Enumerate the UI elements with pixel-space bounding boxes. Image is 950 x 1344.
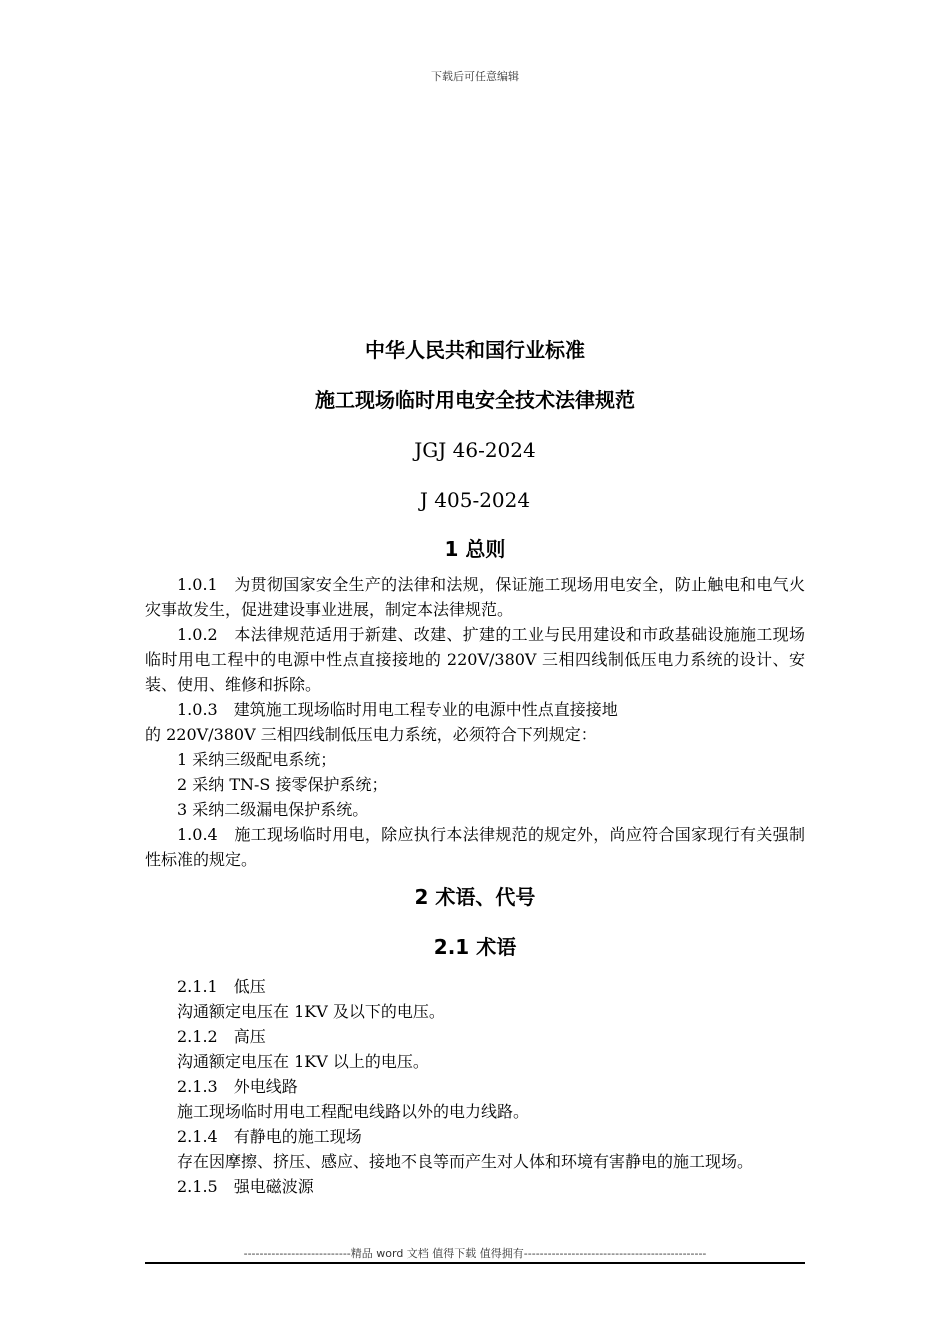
term-2-1-2-number: 2.1.2 高压: [177, 1027, 266, 1046]
clause-1-0-1: 1.0.1 为贯彻国家安全生产的法律和法规，保证施工现场用电安全，防止触电和电气火灾事故发生，促进建设事业进展，制定本法律规范。: [145, 575, 805, 619]
footer-rule: [145, 1262, 805, 1264]
header-note: 下载后可任意编辑: [431, 70, 519, 83]
term-2-1-1-definition: 沟通额定电压在 1KV 及以下的电压。: [177, 1002, 445, 1021]
clause-1-0-2: 1.0.2 本法律规范适用于新建、改建、扩建的工业与民用建设和市政基础设施施工现场临时用电工程中的电源中性点直接接地的 220V/380V 三相四线制低压电力系统的设计、安装、使用、维修和拆除。: [145, 625, 805, 694]
term-2-1-3-number: 2.1.3 外电线路: [177, 1077, 298, 1096]
standard-code-jgj: JGJ 46-2024: [414, 438, 536, 462]
clause-1-0-3-continued: 的 220V/380V 三相四线制低压电力系统，必须符合下列规定：: [145, 725, 597, 744]
document-title: 施工现场临时用电安全技术法律规范: [315, 388, 635, 412]
term-2-1-1-number: 2.1.1 低压: [177, 977, 266, 996]
term-2-1-3-definition: 施工现场临时用电工程配电线路以外的电力线路。: [177, 1102, 530, 1121]
standard-code-j: J 405-2024: [419, 488, 531, 512]
term-2-1-4-number: 2.1.4 有静电的施工现场: [177, 1127, 362, 1146]
document-body: [145, 532, 805, 1199]
clause-1-0-4: 1.0.4 施工现场临时用电，除应执行本法律规范的规定外，尚应符合国家现行有关强制性标准的规定。: [145, 825, 805, 869]
section-2-heading: 2 术语、代号: [414, 885, 536, 909]
footer-text: ---------------------------精品 word 文档 值得下载 值得拥有----------------------------------------------: [243, 1247, 707, 1260]
list-item-2: 2 采纳 TN-S 接零保护系统；: [177, 775, 388, 794]
title-block: [145, 333, 805, 533]
list-item-3: 3 采纳二级漏电保护系统。: [177, 800, 369, 819]
term-2-1-2-definition: 沟通额定电压在 1KV 以上的电压。: [177, 1052, 429, 1071]
section-1-heading: 1 总则: [444, 537, 506, 561]
standard-category-title: 中华人民共和国行业标准: [365, 338, 585, 362]
section-2-1-heading: 2.1 术语: [433, 935, 517, 959]
term-2-1-5-number: 2.1.5 强电磁波源: [177, 1177, 314, 1196]
clause-1-0-3: 1.0.3 建筑施工现场临时用电工程专业的电源中性点直接接地: [177, 700, 618, 719]
list-item-1: 1 采纳三级配电系统；: [177, 750, 337, 769]
term-2-1-4-definition: 存在因摩擦、挤压、感应、接地不良等而产生对人体和环境有害静电的施工现场。: [177, 1152, 754, 1171]
